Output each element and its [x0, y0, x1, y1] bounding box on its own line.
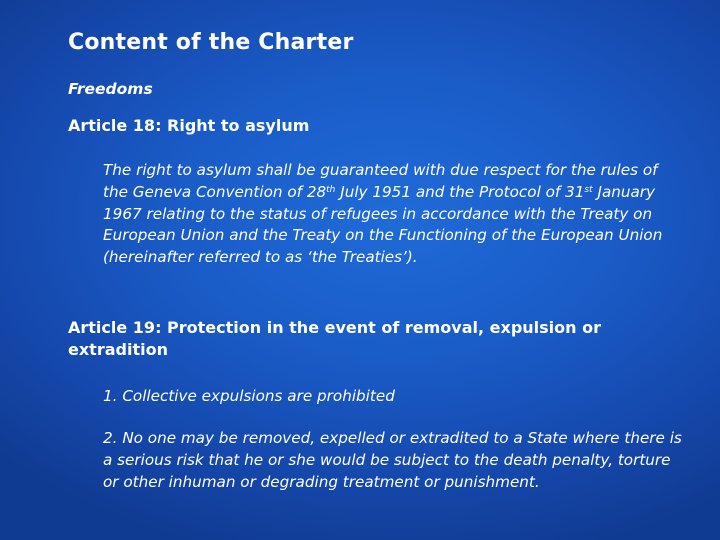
section-heading: Freedoms [68, 80, 153, 98]
article-18-text-part3: January 1967 relating to the status of refugees in accordance with the Treaty on European Union and the Treaty on the Functioning of the European Union (hereinafter referred to as ‘the Treaties’). [103, 182, 663, 267]
article-18-heading: Article 18: Right to asylum [68, 116, 310, 135]
article-18-text-part1: The right to asylum shall be guaranteed with due respect for the rules of the Geneva Convention of 28 [103, 161, 658, 201]
article-19-item-2: 2. No one may be removed, expelled or extradited to a State where there is a serious risk that he or she would be subject to the death penalty, torture or other inhuman or degrading treatment or punishment. [103, 429, 682, 491]
slide-title: Content of the Charter [68, 30, 354, 55]
article-19-item-1: 1. Collective expulsions are prohibited [103, 387, 395, 405]
article-18-superscript-th: th [326, 184, 336, 195]
article-18-text-part2: July 1951 and the Protocol of 31 [335, 182, 585, 201]
article-18-superscript-st: st [584, 184, 593, 195]
article-18-text [103, 160, 683, 269]
article-19-heading: Article 19: Protection in the event of removal, expulsion or extradition [68, 318, 601, 359]
